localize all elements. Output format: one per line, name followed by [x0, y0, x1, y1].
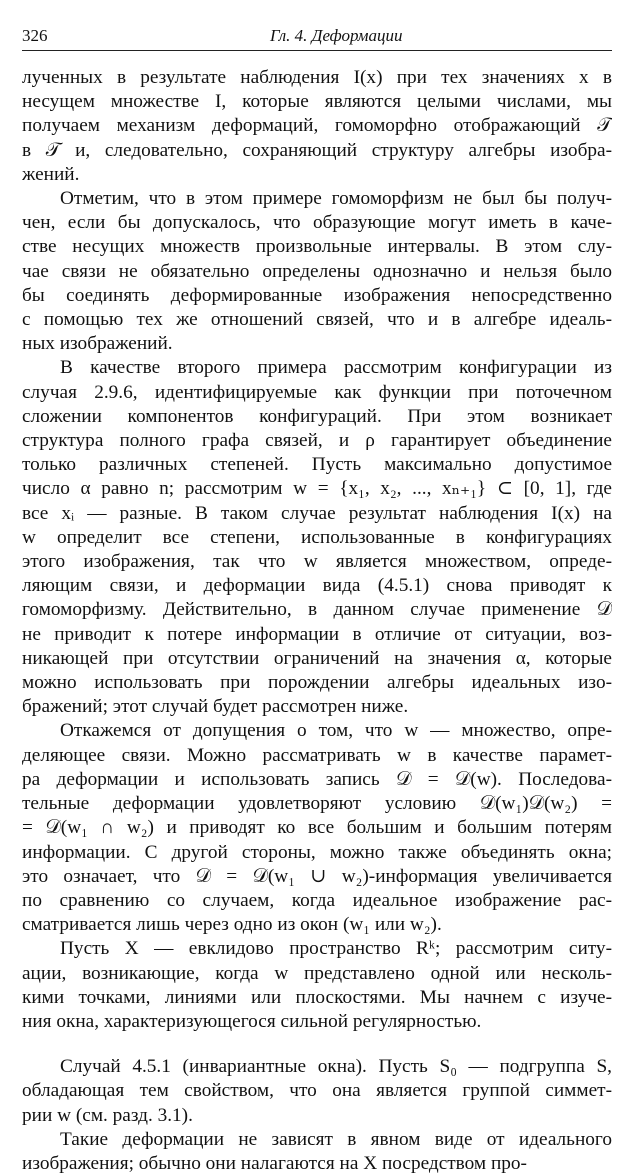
text-line: не приводит к потере информации в отличие от ситуации, воз- [22, 623, 612, 645]
text-line: этого изображения, так что w является множеством, опреде- [22, 551, 612, 573]
text-line: изображения; обычно они налагаются на X посредством про- [22, 1152, 527, 1174]
text-line: число α равно n; рассмотрим w = {x₁, x₂, ..., xₙ₊₁} ⊂ [0, 1], где [22, 478, 612, 500]
text-line: только различных степеней. Пусть максимально допустимое [22, 454, 612, 476]
text-line: стве несущих множеств произвольные интервалы. В этом слу- [22, 236, 612, 258]
text-line: по сравнению со случаем, когда идеальное изображение рас- [22, 889, 612, 911]
page-header [22, 26, 612, 51]
text-line: В качестве второго примера рассмотрим конфигурации из [60, 357, 612, 379]
text-line: получаем механизм деформаций, гомоморфно отображающий 𝒯 [22, 115, 612, 137]
text-line: с помощью тех же отношений связей, что и в алгебре идеаль- [22, 309, 612, 331]
text-line: ляющим связи, и деформации вида (4.5.1) снова приводят к [22, 575, 612, 597]
body-text [22, 66, 612, 1176]
text-line: в 𝒯 и, следовательно, сохраняющий структуру алгебры изобра- [22, 139, 612, 161]
text-line: ра деформации и использовать запись 𝒟 = 𝒟(w). Последова- [22, 768, 612, 790]
text-line: бы соединять деформированные изображения непосредственно [22, 284, 612, 306]
text-line: никающей при отсутствии ограничений на значения α, которые [22, 647, 612, 669]
text-line: тельные деформации удовлетворяют условию 𝒟(w₁)𝒟(w₂) = [22, 793, 612, 815]
page-number: 326 [22, 26, 48, 45]
text-line: ных изображений. [22, 333, 173, 355]
text-line: жений. [22, 163, 80, 185]
text-line: Отметим, что в этом примере гомоморфизм не был бы получ- [60, 188, 612, 210]
paragraph [22, 356, 612, 719]
text-line: Пусть X — евклидово пространство Rᵏ; рассмотрим ситу- [60, 938, 612, 960]
text-line: деляющее связи. Можно рассматривать w в качестве парамет- [22, 744, 612, 766]
text-line: ации, возникающие, когда w представлено одной или несколь- [22, 962, 612, 984]
text-line: лученных в результате наблюдения I(x) при тех значениях x в [22, 67, 612, 88]
text-line: гомоморфизму. Действительно, в данном случае применение 𝒟 [22, 599, 612, 621]
paragraph [22, 937, 612, 1034]
paragraph [22, 187, 612, 356]
text-line: чен, если бы допускалось, что образующие могут иметь в каче- [22, 212, 612, 234]
text-line: несущем множестве I, которые являются целыми числами, мы [22, 91, 612, 113]
paragraph [22, 1128, 612, 1176]
paragraph [22, 719, 612, 937]
text-line: это означает, что 𝒟 = 𝒟(w₁ ∪ w₂)-информация увеличивается [22, 865, 612, 887]
text-line: кими точками, линиями или плоскостями. Мы начнем с изуче- [22, 986, 612, 1008]
text-line: ния окна, характеризующегося сильной регулярностью. [22, 1010, 482, 1032]
text-line: можно использовать при порождении алгебры идеальных изо- [22, 672, 612, 694]
paragraph [22, 1055, 612, 1128]
text-line: случая 2.9.6, идентифицируемые как функции при поточечном [22, 381, 612, 403]
text-line: Такие деформации не зависят в явном виде от идеального [60, 1128, 612, 1150]
text-line: Откажемся от допущения о том, что w — множество, опре- [60, 720, 612, 742]
text-line: = 𝒟(w₁ ∩ w₂) и приводят ко все большим и большим потерям [22, 817, 612, 839]
text-line: обладающая тем свойством, что она является группой симмет- [22, 1080, 612, 1102]
text-line: Случай 4.5.1 (инвариантные окна). Пусть S₀ — подгруппа S, [60, 1056, 612, 1078]
text-line: все xᵢ — разные. В таком случае результат наблюдения I(x) на [22, 502, 612, 524]
text-line: информации. С другой стороны, можно также объединять окна; [22, 841, 612, 863]
text-line: чае связи не обязательно определены однозначно и нельзя было [22, 260, 612, 282]
running-title: Гл. 4. Деформации [270, 26, 403, 45]
paragraph-gap [22, 1034, 612, 1055]
text-line: бражений; этот случай будет рассмотрен ниже. [22, 696, 409, 718]
text-line: рии w (см. разд. 3.1). [22, 1104, 193, 1126]
paragraph [22, 66, 612, 187]
text-line: сматривается лишь через одно из окон (w₁ или w₂). [22, 914, 442, 936]
text-line: w определит все степени, использованные в конфигурациях [22, 526, 612, 548]
text-line: структура полного графа связей, и ρ гарантирует объединение [22, 430, 612, 452]
text-line: сложении компонентов конфигураций. При этом возникает [22, 405, 612, 427]
